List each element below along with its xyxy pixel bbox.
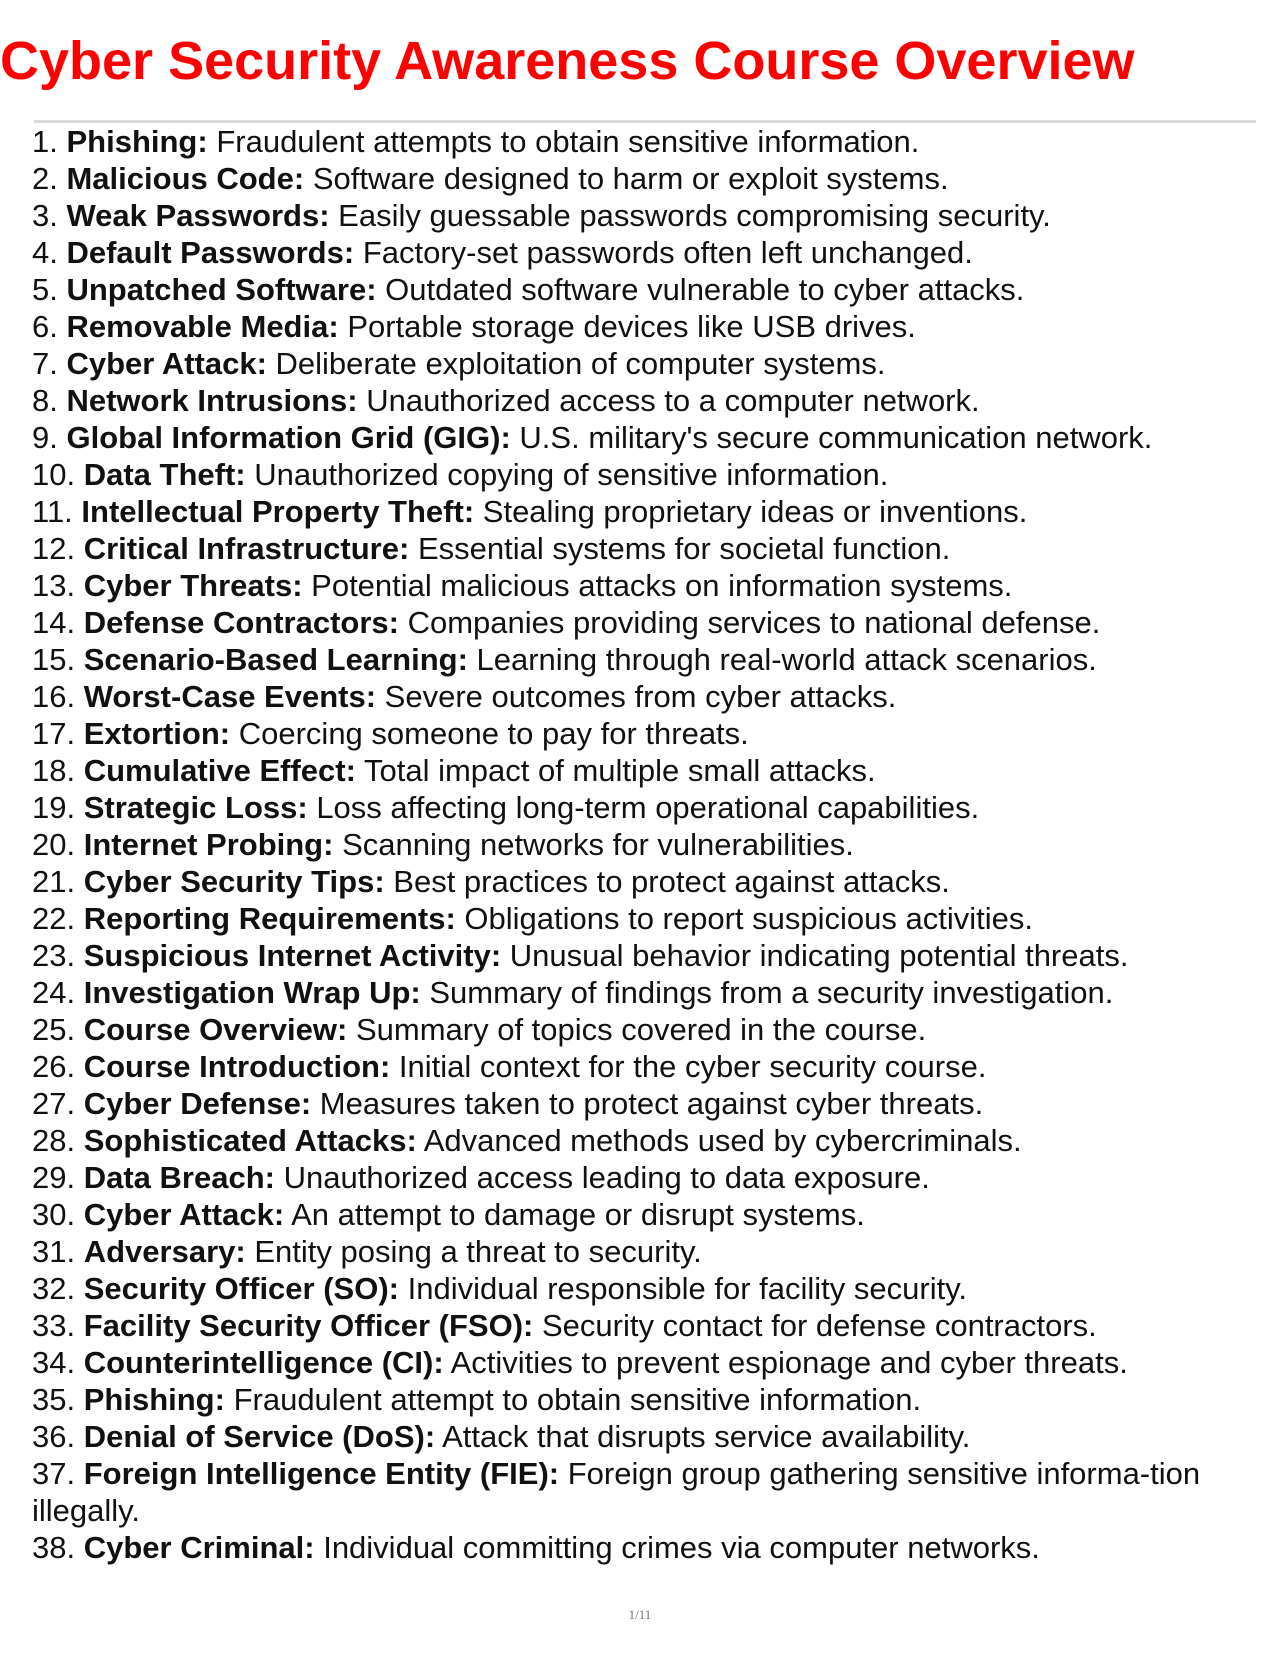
list-item	[32, 1048, 1257, 1085]
term-definition: U.S. military's secure communication network.	[519, 420, 1153, 455]
term-definition: Obligations to report suspicious activities.	[464, 901, 1033, 936]
term-name: Cyber Attack:	[66, 346, 267, 381]
item-number: 19.	[32, 790, 76, 825]
item-number: 20.	[32, 827, 76, 862]
item-number: 8.	[32, 383, 58, 418]
list-item	[32, 1529, 1257, 1566]
term-definition: Potential malicious attacks on information systems.	[311, 568, 1013, 603]
term-definition: Fraudulent attempt to obtain sensitive information.	[233, 1382, 922, 1417]
term-name: Cyber Attack:	[83, 1197, 285, 1232]
item-number: 16.	[32, 679, 76, 714]
term-definition: Severe outcomes from cyber attacks.	[384, 679, 897, 714]
term-definition: Security contact for defense contractors.	[541, 1308, 1097, 1343]
term-name: Course Overview:	[83, 1012, 348, 1047]
term-definition: Total impact of multiple small attacks.	[363, 753, 876, 788]
term-name: Strategic Loss:	[83, 790, 308, 825]
item-number: 1.	[32, 124, 58, 159]
item-number: 37.	[32, 1456, 76, 1491]
term-definition: Entity posing a threat to security.	[254, 1234, 702, 1269]
term-definition: Companies providing services to national defense.	[407, 605, 1101, 640]
term-name: Counterintelligence (CI):	[83, 1345, 444, 1380]
term-definition: Summary of topics covered in the course.	[355, 1012, 927, 1047]
term-name: Data Theft:	[83, 457, 246, 492]
term-name: Adversary:	[83, 1234, 246, 1269]
term-name: Internet Probing:	[83, 827, 334, 862]
term-definition: Unauthorized access to a computer network.	[366, 383, 980, 418]
term-definition: Measures taken to protect against cyber threats.	[319, 1086, 984, 1121]
item-number: 30.	[32, 1197, 76, 1232]
term-name: Unpatched Software:	[66, 272, 377, 307]
term-name: Default Passwords:	[66, 235, 355, 270]
list-item	[32, 1085, 1257, 1122]
term-name: Critical Infrastructure:	[83, 531, 410, 566]
item-number: 9.	[32, 420, 58, 455]
item-number: 28.	[32, 1123, 76, 1158]
term-definition: Factory-set passwords often left unchanged.	[362, 235, 973, 270]
term-name: Cyber Criminal:	[83, 1530, 315, 1565]
page-number: 1/11	[628, 1607, 652, 1622]
item-number: 7.	[32, 346, 58, 381]
item-number: 25.	[32, 1012, 76, 1047]
item-number: 24.	[32, 975, 76, 1010]
item-number: 4.	[32, 235, 58, 270]
list-item	[32, 382, 1257, 419]
term-name: Foreign Intelligence Entity (FIE):	[83, 1456, 560, 1491]
list-item	[32, 456, 1257, 493]
term-name: Investigation Wrap Up:	[83, 975, 421, 1010]
list-item	[32, 1196, 1257, 1233]
term-name: Cumulative Effect:	[83, 753, 356, 788]
list-item	[32, 308, 1257, 345]
list-item	[32, 1011, 1257, 1048]
item-number: 12.	[32, 531, 76, 566]
item-number: 27.	[32, 1086, 76, 1121]
list-item	[32, 604, 1257, 641]
term-definition: Unauthorized access leading to data exposure.	[283, 1160, 930, 1195]
term-name: Data Breach:	[83, 1160, 275, 1195]
item-number: 33.	[32, 1308, 76, 1343]
item-number: 13.	[32, 568, 76, 603]
list-item	[32, 1233, 1257, 1270]
item-number: 11.	[32, 494, 73, 529]
term-name: Weak Passwords:	[66, 198, 330, 233]
list-item	[32, 1381, 1257, 1418]
item-number: 3.	[32, 198, 58, 233]
list-item	[32, 1270, 1257, 1307]
term-name: Worst-Case Events:	[83, 679, 377, 714]
list-item	[32, 1159, 1257, 1196]
glossary-list	[32, 123, 1257, 1566]
term-definition: Advanced methods used by cybercriminals.	[423, 1123, 1022, 1158]
list-item	[32, 715, 1257, 752]
item-number: 18.	[32, 753, 76, 788]
term-name: Reporting Requirements:	[83, 901, 456, 936]
list-item	[32, 974, 1257, 1011]
term-name: Facility Security Officer (FSO):	[83, 1308, 534, 1343]
item-number: 34.	[32, 1345, 76, 1380]
term-name: Security Officer (SO):	[83, 1271, 399, 1306]
item-number: 14.	[32, 605, 76, 640]
list-item	[32, 752, 1257, 789]
item-number: 26.	[32, 1049, 76, 1084]
list-item	[32, 900, 1257, 937]
list-item	[32, 419, 1257, 456]
term-name: Denial of Service (DoS):	[83, 1419, 436, 1454]
item-number: 35.	[32, 1382, 76, 1417]
term-name: Defense Contractors:	[83, 605, 399, 640]
term-definition: Individual committing crimes via computer networks.	[323, 1530, 1040, 1565]
list-item	[32, 234, 1257, 271]
list-item	[32, 789, 1257, 826]
term-name: Course Introduction:	[83, 1049, 391, 1084]
item-number: 21.	[32, 864, 76, 899]
list-item	[32, 1307, 1257, 1344]
list-item	[32, 1122, 1257, 1159]
term-name: Intellectual Property Theft:	[81, 494, 475, 529]
list-item	[32, 567, 1257, 604]
term-definition: Deliberate exploitation of computer systems.	[275, 346, 886, 381]
item-number: 15.	[32, 642, 76, 677]
list-item	[32, 826, 1257, 863]
list-item	[32, 1455, 1257, 1529]
term-definition: Easily guessable passwords compromising security.	[338, 198, 1051, 233]
item-number: 29.	[32, 1160, 76, 1195]
term-definition: Stealing proprietary ideas or inventions.	[482, 494, 1028, 529]
term-definition: Best practices to protect against attacks.	[393, 864, 950, 899]
term-definition: Activities to prevent espionage and cyber threats.	[450, 1345, 1128, 1380]
term-definition: Summary of findings from a security investigation.	[429, 975, 1114, 1010]
term-name: Phishing:	[83, 1382, 225, 1417]
term-definition: Initial context for the cyber security course.	[398, 1049, 987, 1084]
term-name: Cyber Security Tips:	[83, 864, 385, 899]
list-item	[32, 160, 1257, 197]
list-item	[32, 345, 1257, 382]
list-item	[32, 1344, 1257, 1381]
item-number: 23.	[32, 938, 76, 973]
term-name: Malicious Code:	[66, 161, 305, 196]
item-number: 31.	[32, 1234, 76, 1269]
item-number: 10.	[32, 457, 76, 492]
list-item	[32, 678, 1257, 715]
term-definition: Scanning networks for vulnerabilities.	[342, 827, 854, 862]
item-number: 2.	[32, 161, 58, 196]
term-definition: Individual responsible for facility security.	[407, 1271, 968, 1306]
list-item	[32, 863, 1257, 900]
term-name: Cyber Threats:	[83, 568, 303, 603]
item-number: 5.	[32, 272, 58, 307]
term-name: Extortion:	[83, 716, 231, 751]
list-item	[32, 1418, 1257, 1455]
item-number: 38.	[32, 1530, 76, 1565]
item-number: 22.	[32, 901, 76, 936]
list-item	[32, 493, 1257, 530]
term-definition: Fraudulent attempts to obtain sensitive information.	[216, 124, 920, 159]
term-name: Cyber Defense:	[83, 1086, 312, 1121]
item-number: 32.	[32, 1271, 76, 1306]
list-item	[32, 641, 1257, 678]
list-item	[32, 123, 1257, 160]
term-definition: Loss affecting long-term operational capabilities.	[316, 790, 980, 825]
term-name: Removable Media:	[66, 309, 339, 344]
term-definition: Unauthorized copying of sensitive information.	[254, 457, 889, 492]
term-definition: Attack that disrupts service availability.	[442, 1419, 971, 1454]
term-definition: Essential systems for societal function.	[417, 531, 951, 566]
term-definition: Portable storage devices like USB drives.	[347, 309, 916, 344]
term-definition: Unusual behavior indicating potential threats.	[509, 938, 1129, 973]
item-number: 6.	[32, 309, 58, 344]
list-item	[32, 530, 1257, 567]
term-name: Global Information Grid (GIG):	[66, 420, 511, 455]
term-name: Sophisticated Attacks:	[83, 1123, 417, 1158]
term-name: Suspicious Internet Activity:	[83, 938, 502, 973]
term-name: Scenario-Based Learning:	[83, 642, 468, 677]
term-definition: Outdated software vulnerable to cyber attacks.	[385, 272, 1025, 307]
term-definition: An attempt to damage or disrupt systems.	[291, 1197, 865, 1232]
list-item	[32, 271, 1257, 308]
item-number: 17.	[32, 716, 76, 751]
term-definition: Foreign group gathering sensitive informa-tion illegally.	[32, 1456, 1201, 1528]
term-definition: Coercing someone to pay for threats.	[238, 716, 749, 751]
term-name: Network Intrusions:	[66, 383, 358, 418]
term-definition: Software designed to harm or exploit systems.	[312, 161, 949, 196]
term-name: Phishing:	[66, 124, 208, 159]
term-definition: Learning through real-world attack scenarios.	[476, 642, 1097, 677]
page-title: Cyber Security Awareness Course Overview	[0, 31, 1135, 91]
item-number: 36.	[32, 1419, 76, 1454]
list-item	[32, 197, 1257, 234]
list-item	[32, 937, 1257, 974]
